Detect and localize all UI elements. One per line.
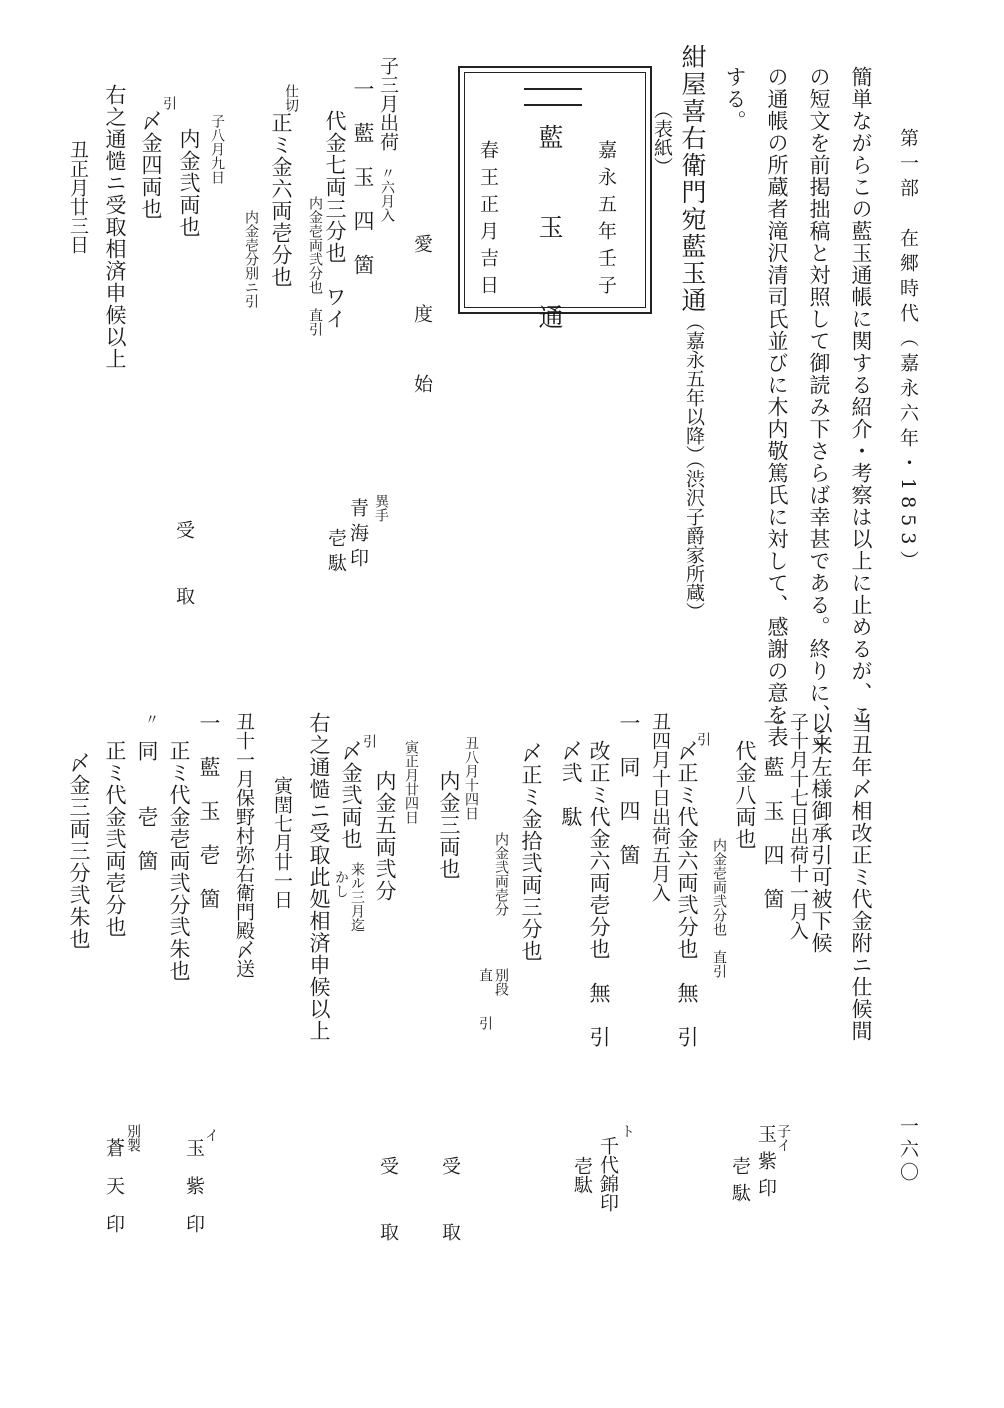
title-owner-note: （渋沢子爵家所蔵） (683, 450, 705, 621)
kashi: かし (333, 870, 349, 898)
running-head: 第一部 在郷時代（嘉永六年・1853） (897, 128, 919, 576)
seal-ichida: 壱駄 (325, 528, 347, 578)
cover-title: 藍 玉 通 (535, 124, 564, 349)
seal-souten: 蒼 天 印 (103, 1138, 125, 1233)
title-date-note: （嘉永五年以降） (683, 312, 705, 464)
naikin-niryo: 内金弐両也 (177, 128, 201, 238)
lower-naikin-nibu: 内金壱両弐分也 直引 (711, 838, 727, 978)
upper-uketori: 受 取 (173, 520, 195, 619)
intro-line-1: 簡単ながらこの藍玉通帳に関する紹介・考察は以上に止めるが、こ (849, 66, 873, 726)
ne-hachigatsu: 子八月九日 (209, 114, 225, 184)
sho-kin-jyuni: 〆正ミ金拾弐両三分也 (519, 742, 543, 962)
seal-i2: イ (203, 1128, 219, 1142)
seal-seikai: 青海印 (347, 498, 369, 573)
upper-hiki: 引 (161, 96, 177, 110)
migi-tori2: 右之通慥ニ受取此処相済申候以上 (307, 712, 331, 1042)
betsudan: 別段 (493, 968, 509, 996)
lower-uketori-2: 受 取 (377, 1156, 399, 1255)
naikin-sanryo: 内金三両也 (437, 770, 461, 880)
lower-ai-yon: 一 藍 玉 四 箇 (761, 712, 785, 910)
naikin-goryo: 内金五両弐分 (373, 770, 397, 902)
cover-era: 嘉永五年壬子 (595, 140, 617, 302)
naikin-nibu2: 内金弐両壱分 (493, 832, 509, 916)
ne-jugatsu: 子十月十七日出荷十一月入 (787, 712, 809, 940)
upper-dai-kin: 代金七両三分也 ワイ (323, 110, 347, 330)
seal-iteshu: 異手 (373, 494, 389, 522)
jikihiki: 直 引 (477, 968, 493, 1040)
tora-uru: 寅閏七月廿一日 (271, 776, 293, 909)
tora-shogatsu: 寅正月廿四日 (403, 740, 419, 824)
ushi-juichi: 丑十一月保野村弥右衛門殿〆送 (233, 712, 255, 978)
dai-hachi: 代金八両也 (733, 740, 757, 850)
lower-uketori-1: 受 取 (439, 1156, 461, 1255)
seal-gyokushi: 玉紫印 (755, 1124, 777, 1205)
sho-dai-niryo: 正ミ代金弐両壱分也 (103, 740, 127, 938)
lower-ai-ichi: 一 藍 玉 壱 箇 (197, 712, 221, 910)
seal-bessei: 別製 (125, 1124, 141, 1152)
cover-title-frame (524, 88, 582, 106)
intro-line-3: の通帳の所蔵者滝沢清司氏並びに木内敬篤氏に対して、感謝の意を表 (765, 66, 789, 748)
upper-naikin-nibu: 内金壱両弐分也 直引 (307, 196, 323, 336)
ne-sangatsu: 子三月出荷 (377, 56, 399, 151)
aido-hajime: 愛 度 始 (411, 234, 433, 409)
rokugatsu-iri: 〃六月入 (379, 166, 395, 222)
ushi-shigatsu: 丑四月十日出荷五月入 (649, 712, 671, 902)
sho-rokuryo: 正ミ金六両壱分也 (269, 112, 293, 288)
migi-tori: 右之通慥ニ受取相済申候以上 (103, 84, 127, 370)
dou-mark: 〃 (143, 712, 159, 726)
lower-hiki2: 引 (361, 734, 377, 748)
page-number: 一六〇 (897, 1116, 919, 1185)
seal-chiyo: 千代錦印 (597, 1136, 619, 1212)
irai-line: 以来左様御承引可被下候 (809, 712, 833, 954)
lower-seal-ichida2: 壱駄 (571, 1156, 593, 1194)
kitaru: 来ル三月迄 (349, 862, 365, 932)
cover-label: （表紙） (651, 100, 673, 176)
upper-ai-yon: 一 藍 玉 四 箇 (351, 78, 375, 276)
cover-date: 春王正月吉日 (477, 140, 499, 302)
ushi-hachigatsu: 丑八月十四日 (463, 736, 479, 820)
seal-gyokushi2: 玉 紫 印 (183, 1138, 205, 1233)
naikin-ichibu: 内金壱分別ニ引 (243, 210, 259, 308)
kin-sanryo: 〆金三両三分弐朱也 (67, 752, 91, 950)
document-title: 紺屋喜右衛門宛藍玉通 (678, 44, 707, 314)
intro-line-2: の短文を前掲拙稿と対照して御読み下さらば幸甚である。終りに、こ (807, 66, 831, 748)
sho-dai-roku: 〆正ミ代金六両弐分也 無 引 (675, 740, 699, 1048)
lower-hiki: 引 (695, 732, 711, 746)
sho-dai-ichi: 正ミ代金壱両弐分弐朱也 (167, 740, 191, 982)
onaji-yon: 一 同 四 箇 (617, 712, 641, 866)
seal-ne-i: 子イ (775, 1124, 791, 1152)
intro-line-4: する。 (723, 66, 747, 132)
shikiri: 仕切 (283, 84, 299, 112)
kin-yonryo: 〆金四両也 (139, 110, 163, 220)
ushi-shogatsu: 丑正月廿三日 (67, 140, 89, 254)
kin-niryo: 〆金弐両也 (339, 740, 363, 850)
nida: 〆弐 駄 (559, 740, 583, 828)
onaji-ichi: 同 壱 箇 (135, 740, 159, 872)
toushi-line: 当丑年〆相改正ミ代金附ニ仕候間 (849, 712, 873, 1042)
kai-sho: 改正ミ代金六両壱分也 無 引 (587, 740, 611, 1048)
lower-seal-ichida: 壱駄 (729, 1156, 751, 1210)
seal-to: ト (619, 1124, 635, 1138)
